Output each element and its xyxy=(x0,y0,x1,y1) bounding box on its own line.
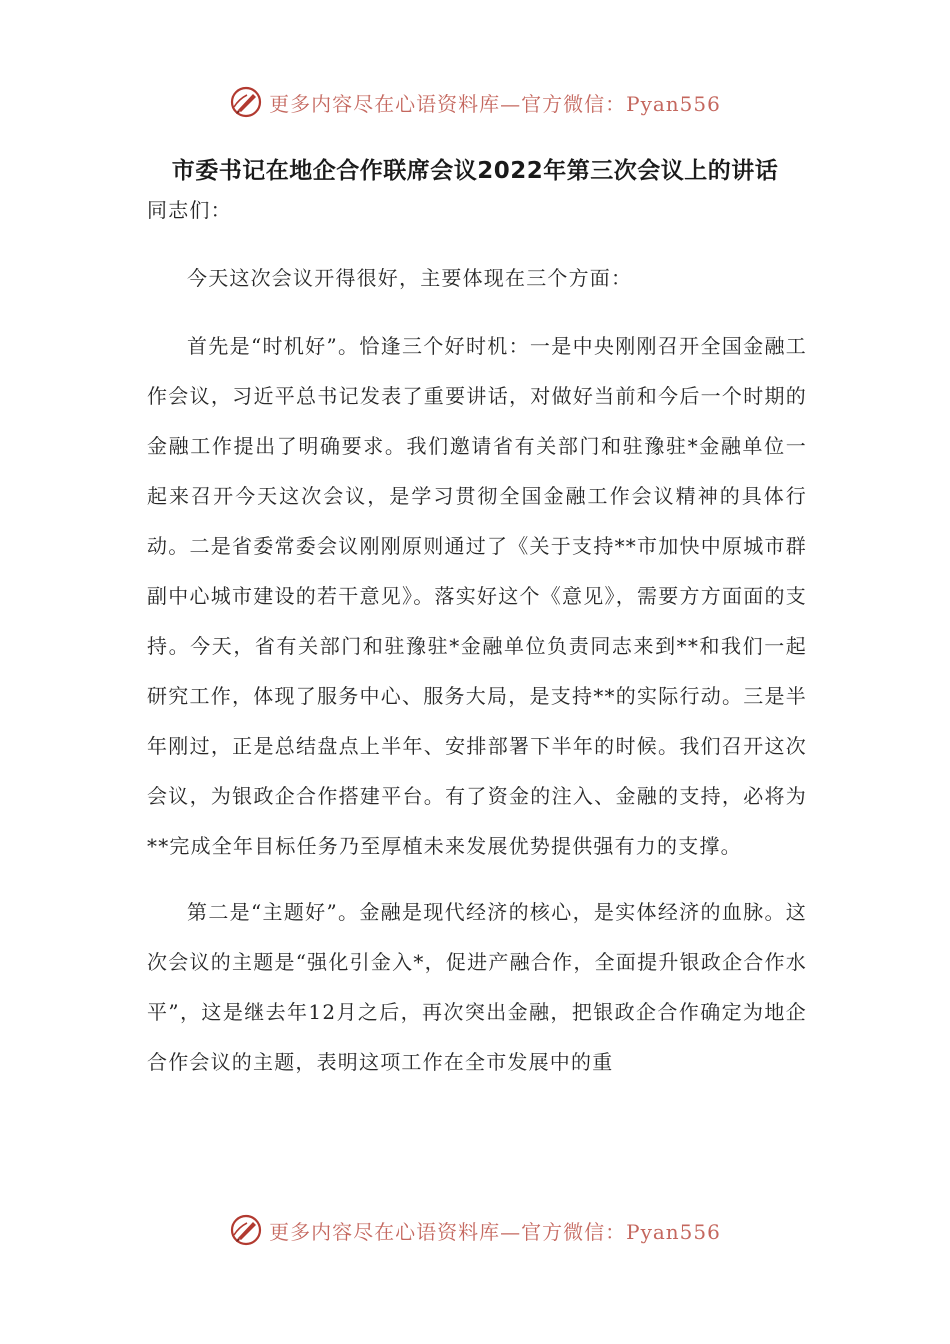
watermark-footer xyxy=(0,1210,950,1250)
pen-logo-icon xyxy=(229,1213,263,1247)
pen-logo-icon xyxy=(229,85,263,119)
paragraph: 今天这次会议开得很好，主要体现在三个方面： xyxy=(187,266,633,290)
paragraph: 首先是“时机好”。恰逢三个好时机：一是中央刚刚召开全国金融工作会议，习近平总书记发表了重要讲话，对做好当前和今后一个时期的金融工作提出了明确要求。我们邀请省有关部门和驻豫驻*金融单位一起来召开今天这次会议，是学习贯彻全国金融工作会议精神的具体行动。二是省委常委会议刚刚原则通过了《关于支持**市加快中原城市群副中心城市建设的若干意见》。落实好这个《意见》，需要方方面面的支持。今天，省有关部门和驻豫驻*金融单位负责同志来到**和我们一起研究工作，体现了服务中心、服务大局，是支持**的实际行动。三是半年刚过，正是总结盘点上半年、安排部署下半年的时候。我们召开这次会议，为银政企合作搭建平台。有了资金的注入、金融的支持，必将为**完成全年目标任务乃至厚植未来发展优势提供强有力的支撑。 xyxy=(147,334,807,858)
watermark-header xyxy=(0,82,950,122)
greeting: 同志们： xyxy=(147,198,232,222)
paragraph: 第二是“主题好”。金融是现代经济的核心，是实体经济的血脉。这次会议的主题是“强化引金入*，促进产融合作，全面提升银政企合作水平”，这是继去年12月之后，再次突出金融，把银政企合作确定为地企合作会议的主题，表明这项工作在全市发展中的重 xyxy=(147,900,807,1074)
watermark-text: 更多内容尽在心语资料库—官方微信：Pyan556 xyxy=(269,1219,721,1244)
document-body xyxy=(147,185,807,1087)
document-title: 市委书记在地企合作联席会议2022年第三次会议上的讲话 xyxy=(171,158,779,184)
watermark-text: 更多内容尽在心语资料库—官方微信：Pyan556 xyxy=(269,91,721,116)
